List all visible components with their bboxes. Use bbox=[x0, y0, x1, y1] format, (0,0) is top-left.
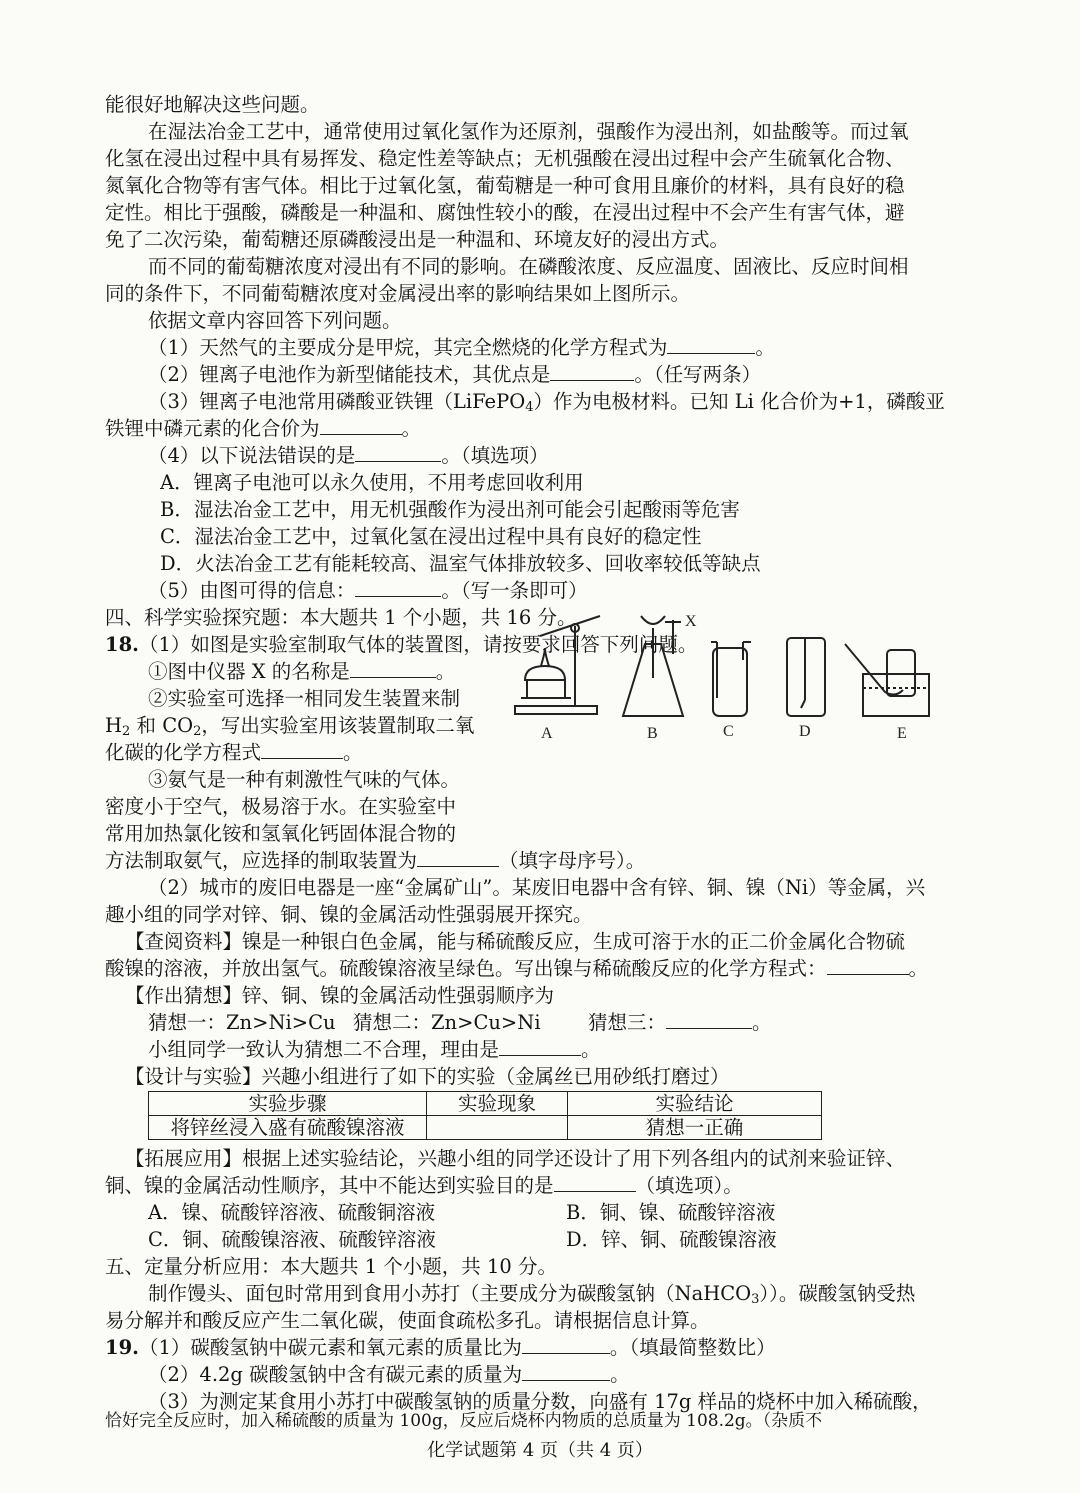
table-header: 实验步骤 bbox=[149, 1092, 427, 1116]
question-18-1c-cont: 方法制取氨气，应选择的制取装置为 （填字母序号）。 bbox=[105, 849, 646, 872]
answer-blank[interactable] bbox=[522, 1335, 610, 1354]
text-line: 化氢在浸出过程中具有易挥发、稳定性差等缺点；无机强酸在浸出过程中会产生硫氧化合物、 bbox=[105, 147, 905, 170]
text-line: 在湿法冶金工艺中，通常使用过氧化氢作为还原剂，强酸作为浸出剂，如盐酸等。而过氧 bbox=[148, 120, 909, 143]
question-17-2: （2）锂离子电池作为新型储能技术，其优点是 。（任写两条） bbox=[148, 363, 762, 386]
answer-blank[interactable] bbox=[350, 659, 436, 678]
section5-intro-cont: 易分解并和酸反应产生二氧化碳，使面食疏松多孔。请根据信息计算。 bbox=[105, 1309, 710, 1332]
text-line: 免了二次污染，葡萄糖还原磷酸浸出是一种温和、环境友好的浸出方式。 bbox=[105, 228, 730, 251]
answer-blank[interactable] bbox=[417, 848, 499, 867]
text-line: 依据文章内容回答下列问题。 bbox=[148, 309, 402, 332]
answer-blank[interactable] bbox=[666, 1010, 752, 1029]
answer-blank[interactable] bbox=[554, 1173, 636, 1192]
table-header: 实验结论 bbox=[568, 1092, 822, 1116]
table-cell[interactable] bbox=[427, 1116, 568, 1140]
question-19-1: 19.（1）碳酸氢钠中碳元素和氧元素的质量比为 。（填最简整数比） bbox=[105, 1336, 776, 1359]
table-cell: 将锌丝浸入盛有硫酸镍溶液 bbox=[149, 1116, 427, 1140]
extension-options-ab: A．镍、硫酸锌溶液、硫酸铜溶液 B．铜、镍、硫酸锌溶液 bbox=[148, 1201, 776, 1224]
apparatus-diagram bbox=[505, 608, 935, 748]
answer-blank[interactable] bbox=[355, 443, 441, 462]
table-header-row bbox=[149, 1092, 822, 1116]
question-18-1c-cont: 密度小于空气，极易溶于水。在实验室中 bbox=[105, 795, 457, 818]
extension-heading: 【拓展应用】根据上述实验结论，兴趣小组的同学还设计了用下列各组内的试剂来验证锌、 bbox=[125, 1147, 906, 1170]
apparatus-label: E bbox=[897, 725, 907, 742]
table-cell: 猜想一正确 bbox=[568, 1116, 822, 1140]
question-19-2: （2）4.2g 碳酸氢钠中含有碳元素的质量为 。 bbox=[148, 1363, 630, 1386]
question-18-1c-cont: 常用加热氯化铵和氢氧化钙固体混合物的 bbox=[105, 822, 457, 845]
answer-blank[interactable] bbox=[667, 335, 755, 354]
instrument-x-label: X bbox=[685, 613, 697, 630]
question-19-3-cont: 恰好完全反应时，加入稀硫酸的质量为 100g，反应后烧杯内物质的总质量为 108.2g。（杂质不 bbox=[105, 1411, 823, 1431]
consult-info: 【查阅资料】镍是一种银白色金属，能与稀硫酸反应，生成可溶于水的正二价金属化合物硫 bbox=[125, 930, 906, 953]
answer-blank[interactable] bbox=[550, 362, 634, 381]
option-d: D．火法冶金工艺有能耗较高、温室气体排放较多、回收率较低等缺点 bbox=[160, 552, 761, 575]
question-18-1: 18.（1）如图是实验室制取气体的装置图，请按要求回答下列问题。 bbox=[105, 633, 698, 656]
answer-blank[interactable] bbox=[522, 1362, 610, 1381]
question-17-4: （4）以下说法错误的是 。（填选项） bbox=[148, 444, 549, 467]
apparatus-label: B bbox=[647, 725, 658, 742]
design-heading: 【设计与实验】兴趣小组进行了如下的实验（金属丝已用砂纸打磨过） bbox=[125, 1065, 730, 1088]
section-heading: 四、科学实验探究题：本大题共 1 个小题，共 16 分。 bbox=[105, 606, 577, 629]
question-18-1b-cont: 化碳的化学方程式 。 bbox=[105, 741, 363, 764]
answer-blank[interactable] bbox=[320, 416, 402, 435]
question-17-3: （3）锂离子电池常用磷酸亚铁锂（LiFePO$_4$）作为电极材料。已知 Li 化合价为+1，磷酸亚 bbox=[148, 390, 945, 415]
consult-info-cont: 酸镍的溶液，并放出氢气。硫酸镍溶液呈绿色。写出镍与稀硫酸反应的化学方程式： 。 bbox=[105, 957, 929, 980]
question-18-1b-cont: $H_2$ 和 $CO_2$，写出实验室用该装置制取二氧 bbox=[105, 714, 475, 739]
option-a: A．锂离子电池可以永久使用，不用考虑回收利用 bbox=[160, 471, 584, 494]
apparatus-label: A bbox=[541, 725, 553, 742]
apparatus-label: C bbox=[723, 723, 734, 740]
question-18-1b: ②实验室可选择一相同发生装置来制 bbox=[148, 687, 461, 710]
question-17-1: （1）天然气的主要成分是甲烷，其完全燃烧的化学方程式为 。 bbox=[148, 336, 775, 359]
page-footer: 化学试题第 4 页（共 4 页） bbox=[427, 1440, 653, 1461]
text-line: 而不同的葡萄糖浓度对浸出有不同的影响。在磷酸浓度、反应温度、固液比、反应时间相 bbox=[148, 255, 909, 278]
question-18-2: （2）城市的废旧电器是一座“金属矿山”。某废旧电器中含有锌、铜、镍（Ni）等金属，兴 bbox=[148, 876, 926, 899]
text-line: 同的条件下，不同葡萄糖浓度对金属浸出率的影响结果如上图所示。 bbox=[105, 282, 691, 305]
question-18-1a: ①图中仪器 X 的名称是 。 bbox=[148, 660, 456, 683]
extension-options-cd: C．铜、硫酸镍溶液、硫酸锌溶液 D．锌、铜、硫酸镍溶液 bbox=[148, 1228, 777, 1251]
question-19-3: （3）为测定某食用小苏打中碳酸氢钠的质量分数，向盛有 17g 样品的烧杯中加入稀硫酸， bbox=[148, 1390, 932, 1413]
question-17-3-cont: 铁锂中磷元素的化合价为 。 bbox=[105, 417, 422, 440]
apparatus-label: D bbox=[799, 723, 811, 740]
answer-blank[interactable] bbox=[827, 956, 909, 975]
hypothesis-heading: 【作出猜想】锌、铜、镍的金属活动性强弱顺序为 bbox=[125, 984, 555, 1007]
table-row bbox=[149, 1116, 822, 1140]
option-b: B．湿法冶金工艺中，用无机强酸作为浸出剂可能会引起酸雨等危害 bbox=[160, 498, 740, 521]
section-heading: 五、定量分析应用：本大题共 1 个小题，共 10 分。 bbox=[105, 1255, 558, 1278]
option-c: C．湿法冶金工艺中，过氧化氢在浸出过程中具有良好的稳定性 bbox=[160, 525, 702, 548]
text-line: 定性。相比于强酸，磷酸是一种温和、腐蚀性较小的酸，在浸出过程中不会产生有害气体，避 bbox=[105, 201, 905, 224]
hypotheses: 猜想一：Zn>Ni>Cu 猜想二：Zn>Cu>Ni 猜想三： 。 bbox=[148, 1011, 772, 1034]
text-line: 能很好地解决这些问题。 bbox=[105, 93, 320, 116]
section5-intro: 制作馒头、面包时常用到食用小苏打（主要成分为碳酸氢钠（NaHCO$_3$））。碳酸氢钠受热 bbox=[148, 1282, 916, 1307]
question-18-1c: ③氨气是一种有刺激性气味的气体。 bbox=[148, 768, 461, 791]
answer-blank[interactable] bbox=[355, 578, 441, 597]
extension-cont: 铜、镍的金属活动性顺序，其中不能达到实验目的是 （填选项）。 bbox=[105, 1174, 743, 1197]
table-header: 实验现象 bbox=[427, 1092, 568, 1116]
experiment-table bbox=[148, 1091, 822, 1140]
answer-blank[interactable] bbox=[261, 740, 343, 759]
text-line: 氮氧化合物等有害气体。相比于过氧化氢，葡萄糖是一种可食用且廉价的材料，具有良好的稳 bbox=[105, 174, 905, 197]
answer-blank[interactable] bbox=[499, 1037, 581, 1056]
reason: 小组同学一致认为猜想二不合理，理由是 。 bbox=[148, 1038, 601, 1061]
question-18-2-cont: 趣小组的同学对锌、铜、镍的金属活动性强弱展开探究。 bbox=[105, 903, 593, 926]
question-17-5: （5）由图可得的信息： 。（写一条即可） bbox=[148, 579, 588, 602]
